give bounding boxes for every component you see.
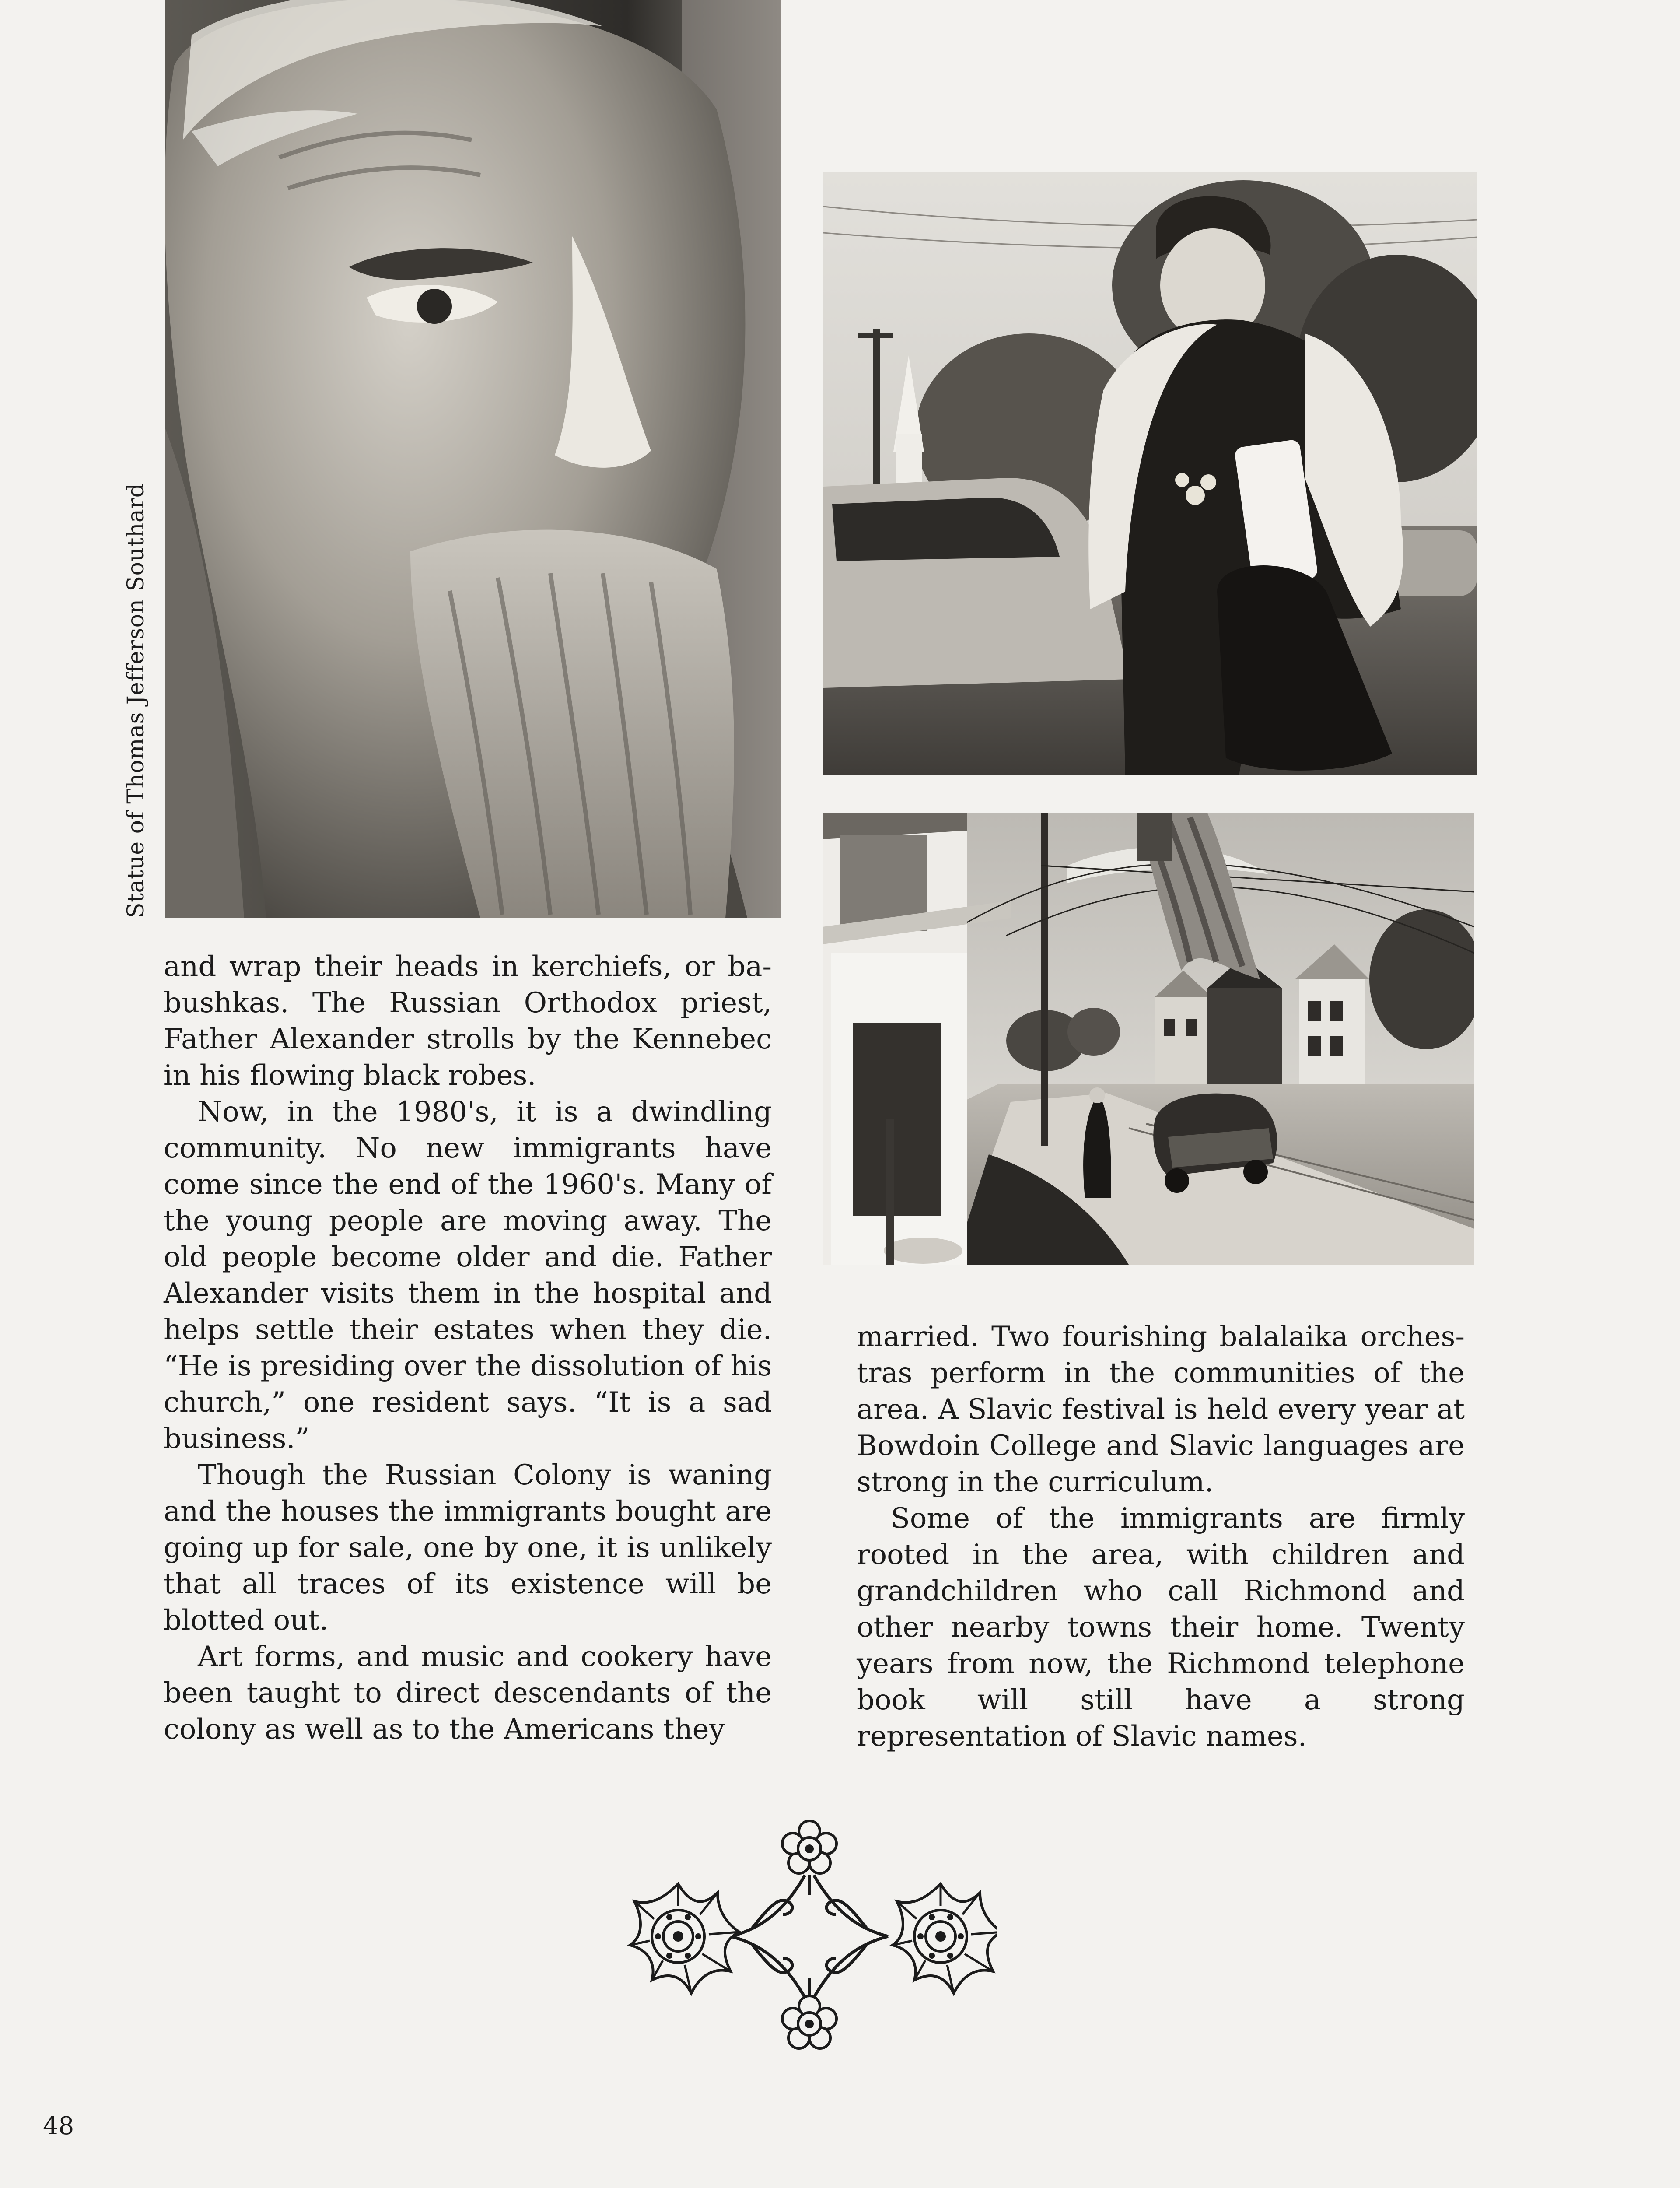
paragraph: Art forms, and music and cookery have been taught to direct descendants of the colony as well as to the Americans they <box>164 1641 772 1746</box>
left-text-column <box>164 949 772 1748</box>
photo-caption: Statue of Thomas Jefferson Southard <box>123 483 149 918</box>
floral-ornament-icon <box>621 1818 998 2055</box>
statue-photo <box>165 0 781 918</box>
street-photo <box>822 813 1474 1265</box>
paragraph: and wrap their heads in kerchiefs, or babushkas. The Russian Orthodox priest, Father Alexander strolls by the Kennebec in his flowing black robes. <box>164 950 772 1092</box>
paragraph: Some of the immigrants are firmly rooted in the area, with children and grandchildren who call Richmond and other nearby towns their home. Twenty years from now, the Richmond telephone book will still have a strong representation of Slavic names. <box>857 1502 1465 1753</box>
paragraph: married. Two fourishing balalaika orchestras perform in the communities of the area. A Slavic festival is held every year at Bowdoin College and Slavic languages are strong in the curriculum. <box>857 1321 1465 1498</box>
paragraph: Now, in the 1980's, it is a dwindling community. No new immigrants have come since the end of the 1960's. Many of the young people are moving away. The old people become older and die. Father Alexander visits them in the hospital and helps settle their estates when they die. “He is presiding over the dissolution of his church,” one resident says. “It is a sad business.” <box>164 1096 772 1455</box>
page-number: 48 <box>43 2112 74 2140</box>
right-text-column <box>857 1319 1465 1755</box>
paragraph: Though the Russian Colony is waning and the houses the immigrants bought are going up for sale, one by one, it is unlikely that all traces of its existence will be blotted out. <box>164 1459 772 1637</box>
woman-photo <box>823 172 1477 775</box>
